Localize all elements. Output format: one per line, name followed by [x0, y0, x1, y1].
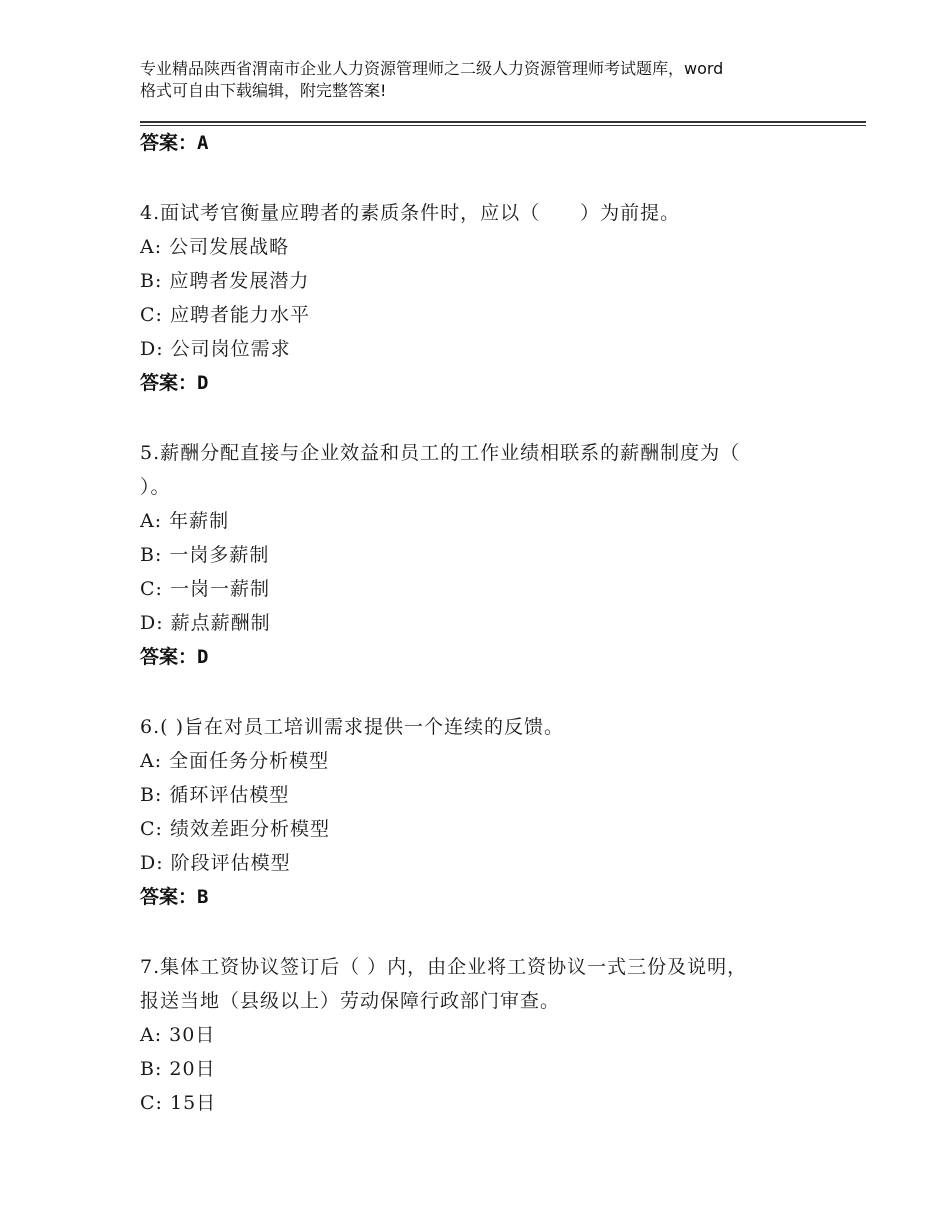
- option-b: B: 20日: [140, 1058, 216, 1080]
- option-d: D: 公司岗位需求: [140, 338, 291, 360]
- previous-answer: 答案：A: [140, 132, 209, 154]
- question-list: [140, 126, 840, 1120]
- question-text: 6.( )旨在对员工培训需求提供一个连续的反馈。: [140, 716, 564, 738]
- header-title-line-2: 格式可自由下载编辑，附完整答案!: [140, 81, 387, 100]
- answer: 答案：B: [140, 886, 209, 908]
- question-4: [140, 196, 840, 400]
- option-a: A: 年薪制: [140, 510, 230, 532]
- question-text-continued: 报送当地（县级以上）劳动保障行政部门审查。: [140, 990, 561, 1012]
- option-c: C: 15日: [140, 1092, 217, 1114]
- header-rule-thick: [140, 121, 866, 123]
- option-b: B: 应聘者发展潜力: [140, 270, 310, 292]
- option-a: A: 全面任务分析模型: [140, 750, 330, 772]
- option-a: A: 30日: [140, 1024, 216, 1046]
- option-c: C: 一岗一薪制: [140, 578, 270, 600]
- answer: 答案：D: [140, 372, 209, 394]
- question-text: 5.薪酬分配直接与企业效益和员工的工作业绩相联系的薪酬制度为（: [140, 442, 741, 464]
- option-b: B: 一岗多薪制: [140, 544, 270, 566]
- option-d: D: 薪点薪酬制: [140, 612, 271, 634]
- option-b: B: 循环评估模型: [140, 784, 290, 806]
- question-text: 4.面试考官衡量应聘者的素质条件时，应以（ ）为前提。: [140, 202, 681, 224]
- option-c: C: 应聘者能力水平: [140, 304, 310, 326]
- question-6: [140, 710, 840, 914]
- option-d: D: 阶段评估模型: [140, 852, 291, 874]
- question-text: 7.集体工资协议签订后（ ）内，由企业将工资协议一式三份及说明，: [140, 956, 748, 978]
- question-7: [140, 950, 840, 1120]
- question-5: [140, 436, 840, 674]
- question-text-continued: ）。: [140, 476, 171, 498]
- header-title-line-1: 专业精品陕西省渭南市企业人力资源管理师之二级人力资源管理师考试题库，word: [140, 59, 724, 78]
- document-header: [140, 58, 830, 102]
- option-c: C: 绩效差距分析模型: [140, 818, 330, 840]
- answer: 答案：D: [140, 646, 209, 668]
- option-a: A: 公司发展战略: [140, 236, 290, 258]
